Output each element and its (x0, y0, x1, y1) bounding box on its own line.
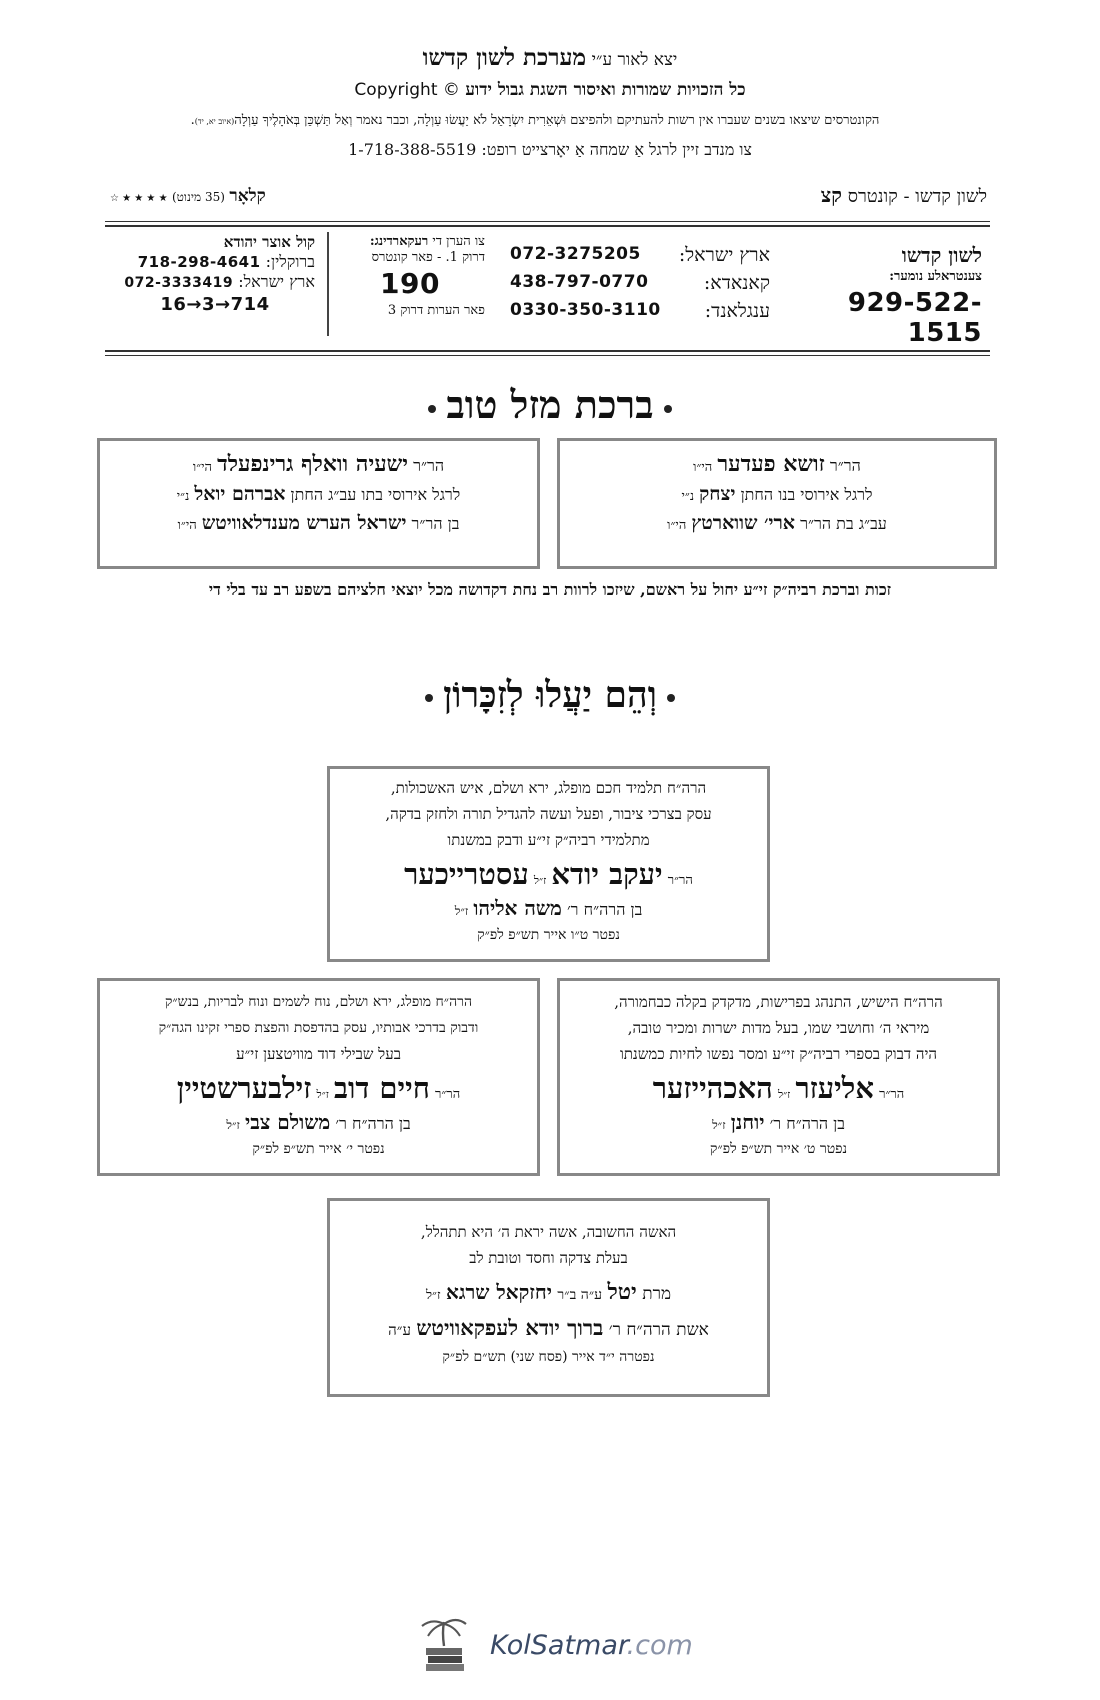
honorific: הי״ו (177, 518, 197, 533)
kol-bk-label: ברוקלין: (265, 252, 315, 271)
booklet-number: קצ (820, 183, 842, 207)
tribute-line-3: היה דבוק בספרי רביה״ק זי״ע ומסר נפשו לחיות כמשנתו (619, 1045, 938, 1063)
honorific: נ״י (176, 489, 190, 504)
country-phone[interactable]: 072-3275205 (510, 244, 641, 264)
tribute-line-2: בעלת צדקה וחסד וטובת לב (469, 1249, 628, 1267)
minutes-label: (35 מינוט) (172, 190, 225, 204)
kol-bk-phone[interactable]: 718-298-4641 (137, 253, 261, 271)
match-text: בן הר״ר (411, 514, 460, 533)
name-zl: ז״ל (316, 1088, 329, 1101)
name-mid: ע״ה ב״ר (557, 1287, 603, 1303)
father-zl: ז״ל (712, 1118, 726, 1132)
box-line-1 (560, 451, 994, 477)
recording-press3: פאר הערות דרוק 3 (387, 303, 485, 318)
bullet-icon (667, 694, 675, 702)
contact-bottom-rule-2 (105, 355, 990, 356)
inlaw-name: ארי׳ שווארטץ (691, 512, 795, 534)
mazel-tov-heading (0, 382, 1100, 428)
kol-otzar-israel (115, 272, 315, 292)
mazel-tov-heading-text: ברכת מזל טוב (446, 382, 654, 427)
name-prefix: הר״ר (434, 1087, 461, 1102)
name-zl: ז״ל (425, 1288, 441, 1303)
donate-text: צו מנדב זיין לרגל אַ שמחה אַ יאָרצייט רופט: 1-718-388-5519 (348, 140, 752, 159)
contact-top-rule-1 (105, 221, 990, 222)
copyright-line (0, 80, 1100, 100)
recording-label (335, 233, 485, 249)
father-name: יוחנן (730, 1110, 765, 1134)
honorific: הי״ו (693, 460, 713, 475)
deceased-last-name: זילבערשטיין (176, 1071, 312, 1105)
mazel-tov-box-left (97, 438, 540, 569)
date-line: נפטר י׳ אייר תש״פ לפ״ק (252, 1141, 385, 1157)
blessing-text: זכות וברכת רביה״ק זי״ע יחול על ראשם, שיזכו לרוות רב נחת דקדושה מכל יוצאי חלציהם בשפע רב עד בלי די (208, 580, 892, 599)
husband-line (330, 1315, 767, 1341)
tribute-line-1: האשה החשובה, אשה יראת ה׳ היא תתהלל, (420, 1223, 677, 1241)
rights-hebrew: כל הזכויות שמורות ואיסור השגת גבול ידוע (465, 80, 746, 100)
honoree-name: ישעיה וואלף גרינפעלד (217, 451, 409, 477)
tribute-line-2: עסק בצרכי ציבור, ופעל ועשה להגדיל תורה ולחזק בדקה, (385, 805, 712, 823)
honoree-name: זושא פעדער (717, 451, 825, 477)
bullet-icon (425, 694, 433, 702)
date-line: נפטר ט׳ אייר תש״פ לפ״ק (709, 1141, 848, 1157)
brand-block (782, 243, 982, 348)
country-label: קאנאדא: (703, 272, 770, 294)
copyright-text: Copyright © (354, 80, 460, 100)
country-phone[interactable]: 438-797-0770 (510, 272, 649, 292)
father-name: יחזקאל שרגא (446, 1280, 552, 1304)
recording-press1: דרוק 1. - פאר קונטרס (371, 250, 485, 265)
husband-suffix: ע״ה (388, 1321, 411, 1339)
recording-label-bold: רעקארדינג: (369, 234, 429, 249)
kolsatmar-logo[interactable] (418, 1616, 698, 1676)
mazel-tov-box-right (557, 438, 997, 569)
country-row-england (510, 300, 770, 328)
father-zl: ז״ל (454, 904, 469, 918)
tribute-line-1: הרה״ח מופלג, ירא ושלם, נוח לשמים ונוח לבריות, בנש״ק (164, 994, 473, 1010)
box-line-3 (560, 512, 994, 535)
memorial-box-bottom (327, 1198, 770, 1397)
distribution-ref: (איוב יא, יד) (194, 117, 235, 126)
father-line (330, 896, 767, 921)
clarity-label: קלאָר (229, 186, 266, 206)
father-line (560, 1110, 997, 1135)
occasion-text: לרגל אירוסי בתו עב״ג החתן (290, 485, 461, 504)
memorial-heading-text: וְהֵם יַעֲלוּ לְזִכָּרוֹן (443, 674, 657, 716)
groom-name: יצחק (699, 483, 736, 505)
kol-il-label: ארץ ישראל: (238, 272, 315, 291)
memorial-heading (0, 674, 1100, 716)
country-label: ארץ ישראל: (678, 244, 770, 266)
kol-otzar-extension: 16→3→714 (160, 294, 270, 315)
name-prefix: הר״ר (879, 1087, 905, 1102)
bullet-icon (428, 405, 436, 413)
logo-main: KolSatmar (490, 1630, 627, 1661)
deceased-first-name: יעקב יודא (551, 857, 663, 891)
booklet-title (821, 183, 987, 208)
tribute-line-1: הרה״ח תלמיד חכם מופלג, ירא ושלם, איש האשכולות, (390, 779, 707, 797)
brand-subtitle: צענטראלע נומער: (889, 269, 982, 284)
logo-wordmark (490, 1630, 693, 1661)
father-zl: ז״ל (226, 1118, 240, 1132)
tribute-line-1: הרה״ח הישיש, התנהג בפרישות, מדקדק בקלה כבחמורה, (614, 993, 943, 1011)
date-line: נפטרה י״ד אייר (פסח שני) תש״ם לפ״ק (442, 1349, 655, 1365)
memorial-box-left (97, 978, 540, 1176)
father-name: משה אליהו (473, 896, 562, 920)
contact-divider (327, 232, 329, 336)
difficulty-rating (110, 186, 266, 206)
honorific: הי״ו (192, 460, 213, 475)
palm-tree-books-icon (418, 1616, 470, 1674)
distribution-text: הקונטרסים שיצאו בשנים שעברו אין רשות להעתיקם ולהפיצם וּשְׁאֵרִית יִשְׂרָאֵל לֹא יַעֲשׂוּ עַוְלָה, וכבר נאמר וְאַל תַּשְׁכֵּן בְּאֹהָלֶיךָ עַוְלָה (234, 113, 880, 128)
bullet-icon (664, 405, 672, 413)
country-phones (510, 244, 770, 328)
box-line-1 (100, 451, 537, 477)
deceased-name-line (100, 1071, 537, 1106)
brand-title: לשון קדשו (901, 243, 982, 267)
father-line (100, 1110, 537, 1135)
father-name: משולם צבי (244, 1110, 331, 1134)
distribution-notice: הקונטרסים שיצאו בשנים שעברו אין רשות להעתיקם ולהפיצם וּשְׁאֵרִית יִשְׂרָאֵל לֹא יַעֲשׂוּ עַוְלָה, וכבר נאמר וְאַל תַּשְׁכֵּן בְּאֹהָלֶיךָ עַוְלָה(איוב יא, יד). (190, 113, 880, 128)
contact-top-rule-2 (105, 225, 990, 227)
inlaw-name: ישראל הערש מענדלאוויטש (201, 512, 407, 534)
match-text: עב״ג בת הר״ר (800, 514, 887, 533)
logo-tld: .com (626, 1630, 693, 1661)
tribute-line-3: בעל שבילי דוד מוויטצען זי״ע (236, 1045, 401, 1063)
title-prefix: הר״ר (413, 456, 445, 475)
deceased-name-line (560, 1071, 997, 1106)
country-row-canada (510, 272, 770, 300)
memorial-box-top (327, 766, 770, 962)
husband-prefix: אשת הרה״ח ר׳ (608, 1320, 709, 1340)
deceased-first-name: יטל (607, 1279, 637, 1305)
title-prefix: הר״ר (829, 456, 861, 475)
box-line-2 (560, 483, 994, 506)
kol-otzar-title: קול אוצר יהודא (223, 233, 315, 251)
name-zl: ז״ל (777, 1088, 791, 1101)
box-line-3 (100, 512, 537, 535)
groom-name: אברהם יואל (194, 483, 286, 505)
kol-otzar-brooklyn (115, 252, 315, 272)
donate-line (0, 140, 1100, 160)
publisher-line (0, 44, 1100, 71)
deceased-last-name: האכהייזער (652, 1071, 773, 1105)
tribute-line-3: מתלמידי רביה״ק זי״ע ודבק במשנתו (447, 831, 650, 849)
father-prefix: בן הרה״ח ר׳ (769, 1114, 845, 1133)
blessing-line (80, 580, 1020, 600)
honorific: נ״י (681, 489, 695, 504)
contact-bottom-rule-1 (105, 350, 990, 352)
country-row-israel (510, 244, 770, 272)
name-zl: ז״ל (533, 874, 547, 887)
recording-label-text: צו הערן די (432, 234, 485, 249)
kol-otzar-block (115, 233, 315, 315)
deceased-name-line (330, 857, 767, 892)
country-label: ענגלאנד: (704, 300, 770, 322)
kol-il-phone[interactable]: 072-3333419 (124, 275, 234, 291)
name-prefix: הר״ר (667, 873, 693, 888)
husband-name: ברוך יודא לעפקאוויטש (416, 1315, 604, 1340)
occasion-text: לרגל אירוסי בנו החתן (740, 485, 873, 504)
publisher-org: מערכת לשון קדשו (422, 44, 587, 71)
deceased-first-name: אליעזר (795, 1071, 874, 1105)
brand-phone[interactable]: 929-522-1515 (847, 288, 982, 348)
booklet-title-text: לשון קדשו - קונטרס (847, 186, 987, 207)
deceased-last-name: עסטרייכער (404, 857, 529, 891)
recording-number[interactable]: 190 (380, 267, 440, 300)
rating-stars: ★ ★ ★ ★ ☆ (110, 193, 168, 204)
name-prefix: מרת (642, 1284, 672, 1304)
recording-block (335, 233, 485, 318)
box-line-2 (100, 483, 537, 506)
deceased-first-name: חיים דוב (333, 1071, 430, 1105)
country-phone[interactable]: 0330-350-3110 (510, 300, 661, 320)
tribute-line-2: ודבוק בדרכי אבותיו, עסק בהדפסת והפצת ספרי זקינו הגה״ק (158, 1020, 479, 1036)
publisher-prefix: יצא לאור ע״י (591, 50, 678, 70)
honorific: הי״ו (667, 518, 687, 533)
date-line: נפטר ט״ו אייר תש״פ לפ״ק (477, 927, 620, 943)
father-prefix: בן הרה״ח ר׳ (335, 1114, 411, 1133)
father-prefix: בן הרה״ח ר׳ (566, 900, 643, 919)
tribute-line-2: מיראי ה׳ וחושבי שמו, בעל מדות ישרות ומכיר טובה, (627, 1019, 930, 1037)
memorial-box-right (557, 978, 1000, 1176)
deceased-name-line (330, 1279, 767, 1305)
